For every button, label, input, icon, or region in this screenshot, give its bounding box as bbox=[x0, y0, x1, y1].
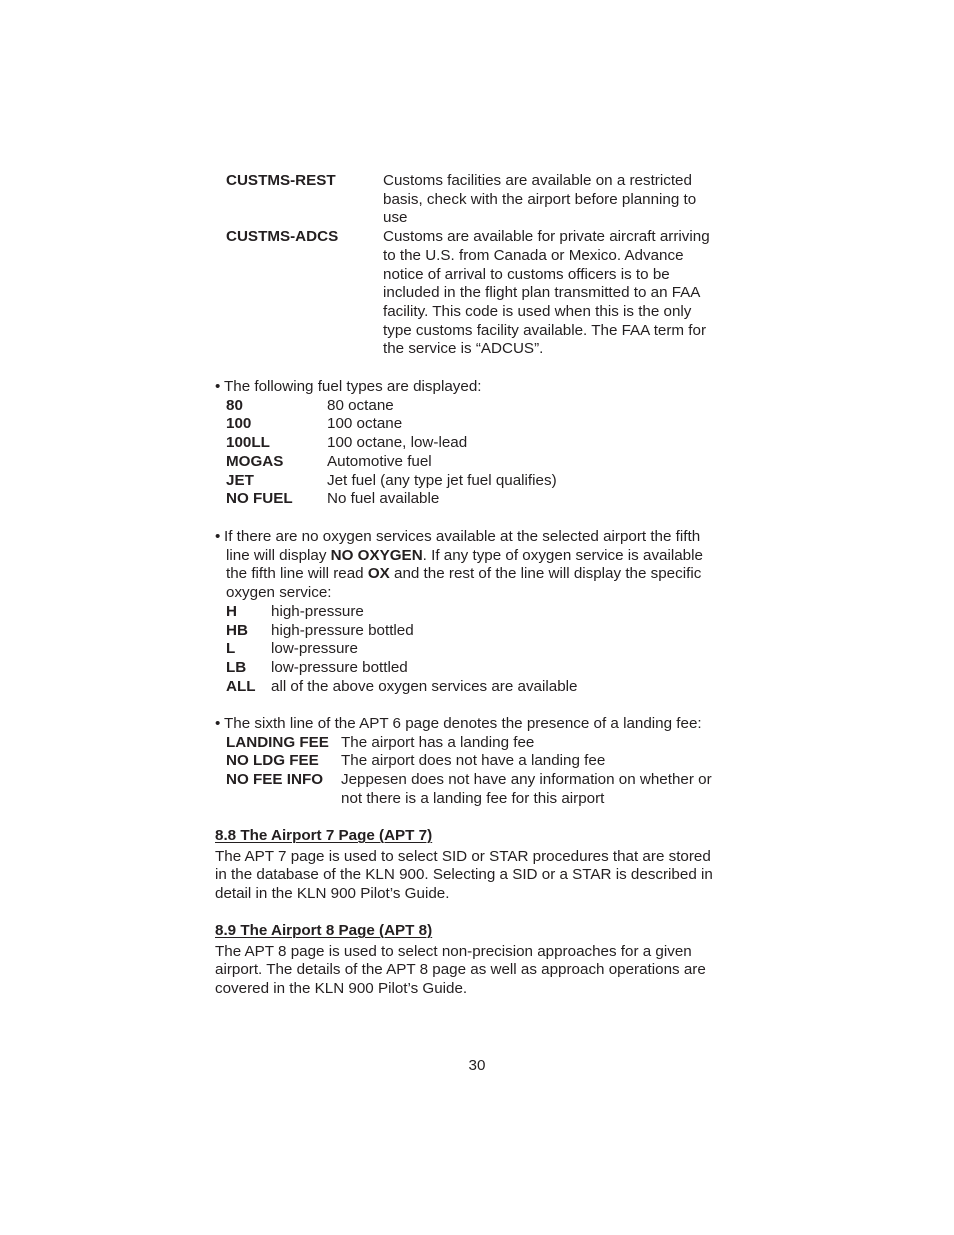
landing-fee-description bbox=[341, 752, 755, 771]
fuel-description: No fuel available bbox=[327, 490, 440, 508]
body-line: covered in the KLN 900 Pilot’s Guide. bbox=[215, 980, 468, 998]
oxygen-line-4: oxygen service: bbox=[226, 584, 332, 602]
customs-definitions bbox=[226, 172, 746, 359]
list-item bbox=[226, 434, 755, 453]
landing-fee-list bbox=[215, 734, 755, 809]
landing-fee-code: LANDING FEE bbox=[226, 733, 329, 751]
oxygen-code: HB bbox=[226, 621, 248, 639]
description-line: The airport has a landing fee bbox=[341, 733, 535, 751]
page-number: 30 bbox=[468, 1057, 486, 1074]
definition-description bbox=[383, 228, 746, 359]
fuel-description: Automotive fuel bbox=[327, 452, 432, 470]
oxygen-text: the fifth line will read bbox=[226, 565, 368, 583]
fuel-code: 80 bbox=[226, 396, 243, 414]
body-line: The APT 8 page is used to select non-precision approaches for a given bbox=[215, 942, 692, 960]
body-line: airport. The details of the APT 8 page as well as approach operations are bbox=[215, 961, 706, 979]
section-body bbox=[215, 943, 755, 999]
landing-fee-section bbox=[215, 715, 755, 809]
oxygen-text: If there are no oxygen services available at the selected airport the fifth bbox=[224, 528, 701, 545]
list-item bbox=[226, 771, 755, 808]
section-heading: 8.8 The Airport 7 Page (APT 7) bbox=[215, 827, 433, 844]
landing-fee-code: NO LDG FEE bbox=[226, 752, 319, 770]
list-item bbox=[226, 415, 755, 434]
oxygen-code: LB bbox=[226, 658, 247, 676]
description-line: Customs facilities are available on a restricted bbox=[383, 172, 692, 189]
definition-description bbox=[383, 172, 746, 228]
fuel-code: NO FUEL bbox=[226, 490, 293, 508]
bullet-icon: • bbox=[215, 378, 221, 395]
landing-fee-description bbox=[341, 734, 755, 753]
fuel-description: Jet fuel (any type jet fuel qualifies) bbox=[327, 471, 557, 489]
list-item bbox=[226, 640, 755, 659]
body-line: in the database of the KLN 900. Selecting a SID or a STAR is described in bbox=[215, 866, 713, 884]
landing-fee-code: NO FEE INFO bbox=[226, 771, 324, 789]
section-8-9 bbox=[215, 922, 755, 999]
description-line: to the U.S. from Canada or Mexico. Advance bbox=[383, 246, 684, 264]
description-line: facility. This code is used when this is the only bbox=[383, 302, 692, 320]
list-item bbox=[226, 490, 755, 509]
oxygen-text: . If any type of oxygen service is available bbox=[422, 546, 703, 564]
oxygen-text: line will display bbox=[226, 546, 331, 564]
fuel-description: 100 octane, low-lead bbox=[327, 434, 468, 452]
fuel-code: 100 bbox=[226, 415, 252, 433]
fuel-types-section bbox=[215, 378, 755, 509]
fuel-list bbox=[215, 397, 755, 509]
oxygen-paragraph bbox=[215, 547, 755, 697]
oxygen-description: high-pressure bottled bbox=[271, 621, 414, 639]
description-line: basis, check with the airport before planning to bbox=[383, 190, 697, 208]
list-item bbox=[226, 752, 755, 771]
definition-term: CUSTMS-REST bbox=[226, 172, 336, 189]
description-line: The airport does not have a landing fee bbox=[341, 752, 606, 770]
bullet-icon: • bbox=[215, 528, 221, 545]
list-item bbox=[226, 734, 755, 753]
description-line: use bbox=[383, 209, 408, 227]
description-line: Jeppesen does not have any information on whether or bbox=[341, 771, 712, 789]
fuel-intro bbox=[215, 378, 755, 397]
description-line: included in the flight plan transmitted to an FAA bbox=[383, 284, 701, 302]
list-item bbox=[226, 453, 755, 472]
body-line: The APT 7 page is used to select SID or STAR procedures that are stored bbox=[215, 847, 711, 865]
oxygen-line-3 bbox=[226, 565, 755, 584]
section-8-8 bbox=[215, 827, 755, 904]
oxygen-code: OX bbox=[367, 565, 390, 583]
oxygen-description: high-pressure bbox=[271, 602, 364, 620]
list-item bbox=[226, 397, 755, 416]
oxygen-line-2 bbox=[226, 547, 755, 566]
oxygen-description: all of the above oxygen services are available bbox=[271, 677, 578, 695]
oxygen-text: and the rest of the line will display the specific bbox=[389, 565, 702, 583]
oxygen-description: low-pressure bbox=[271, 640, 358, 658]
oxygen-description: low-pressure bottled bbox=[271, 658, 408, 676]
definition-term: CUSTMS-ADCS bbox=[226, 228, 339, 246]
description-line: not there is a landing fee for this airport bbox=[341, 789, 605, 807]
list-item bbox=[226, 603, 755, 622]
oxygen-code: H bbox=[226, 602, 237, 620]
oxygen-code: NO OXYGEN bbox=[330, 546, 423, 564]
landing-fee-description bbox=[341, 771, 755, 808]
section-heading: 8.9 The Airport 8 Page (APT 8) bbox=[215, 922, 433, 939]
body-line: detail in the KLN 900 Pilot’s Guide. bbox=[215, 885, 450, 903]
oxygen-code: L bbox=[226, 640, 236, 658]
bullet-icon: • bbox=[215, 715, 221, 732]
fuel-code: MOGAS bbox=[226, 452, 284, 470]
landing-fee-intro bbox=[215, 715, 755, 734]
definition-row-custms-rest bbox=[226, 172, 746, 228]
list-item bbox=[226, 659, 755, 678]
fuel-code: JET bbox=[226, 471, 254, 489]
oxygen-code: ALL bbox=[226, 677, 256, 695]
fuel-description: 100 octane bbox=[327, 415, 403, 433]
fuel-description: 80 octane bbox=[327, 396, 394, 414]
definition-row-custms-adcs bbox=[226, 228, 746, 359]
list-item bbox=[226, 472, 755, 491]
oxygen-line-1 bbox=[215, 528, 755, 547]
oxygen-section bbox=[215, 528, 755, 696]
description-line: the service is “ADCUS”. bbox=[383, 340, 544, 358]
fuel-intro-text: The following fuel types are displayed: bbox=[224, 378, 482, 395]
description-line: Customs are available for private aircraft arriving bbox=[383, 228, 710, 246]
list-item bbox=[226, 678, 755, 697]
description-line: type customs facility available. The FAA term for bbox=[383, 321, 707, 339]
fuel-code: 100LL bbox=[226, 434, 270, 452]
list-item bbox=[226, 622, 755, 641]
description-line: notice of arrival to customs officers is to be bbox=[383, 265, 670, 283]
landing-fee-intro-text: The sixth line of the APT 6 page denotes the presence of a landing fee: bbox=[224, 715, 702, 732]
section-body bbox=[215, 848, 755, 904]
